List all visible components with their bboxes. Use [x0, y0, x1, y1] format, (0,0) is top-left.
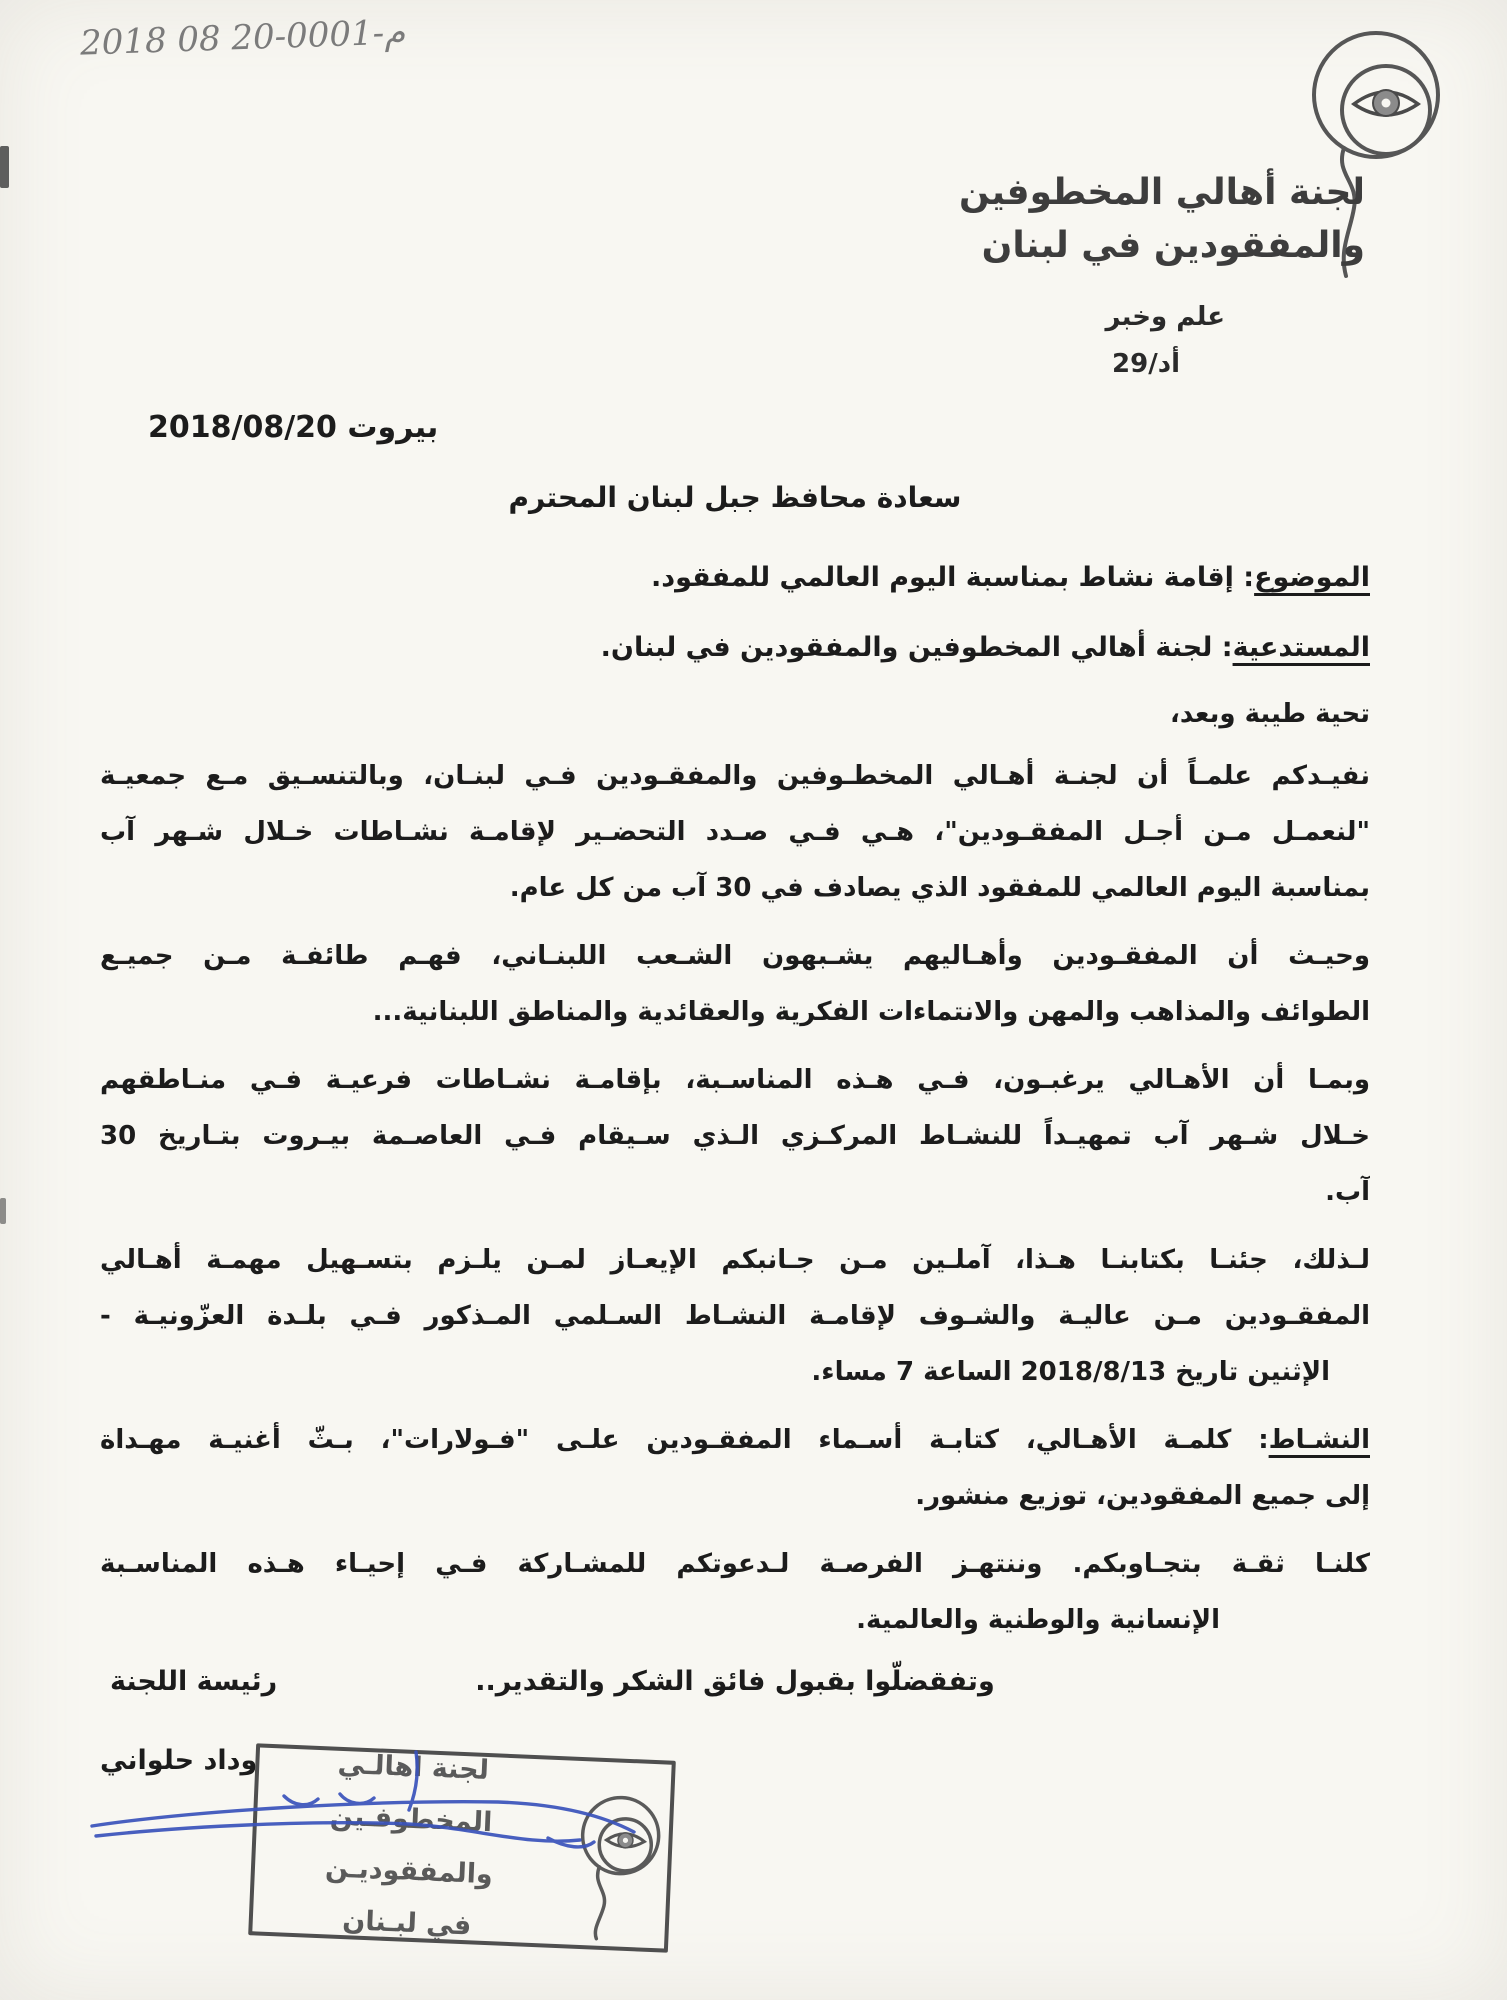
petitioner-text: لجنة أهالي المخطوفين والمفقودين في لبنان. [600, 632, 1213, 663]
subject-label: الموضوع [1254, 562, 1370, 593]
registration-annotation-line2: أد/29 [1112, 349, 1180, 379]
body-line: المفقـودين مـن عاليـة والشـوف لإقامـة النشـاط السـلمي المـذكور فـي بلـدة العزّونيـة - [100, 1301, 1370, 1331]
closing-courtesy: وتفقضلّوا بقبول فائق الشكر والتقدير.. [475, 1666, 995, 1697]
body-line: الطوائف والمذاهب والمهن والانتماءات الفكرية والعقائدية والمناطق اللبنانية... [372, 997, 1370, 1027]
handwritten-signature-ink [78, 1742, 658, 1872]
body-line: خـلال شـهر آب تمهيـداً للنشـاط المركـزي الـذي سـيقام فـي العاصـمة بيـروت بتـاريخ 30 [100, 1121, 1370, 1151]
body-line: لـذلك، جئنـا بكتابنـا هـذا، آملـين مـن جـانبكم الإيعـاز لمـن يلـزم بتسـهيل مهمـة أهـالي [100, 1245, 1370, 1275]
signatory-name: وداد حلواني [100, 1745, 258, 1776]
body-line: "لنعمـل مـن أجـل المفقـودين"، هـي فـي صـدد التحضـير لإقامـة نشـاطات خـلال شـهر آب [100, 817, 1370, 847]
closing-row [100, 1654, 1370, 1710]
paragraph-2 [100, 928, 1370, 1040]
subject-line [100, 554, 1370, 602]
body-line: الإنسانية والوطنية والعالمية. [856, 1605, 1220, 1635]
activity-text: كلمـة الأهـالي، كتابـة أسـماء المفقـودين علـى "فـولارات"، بـثّ أغنيـة مهـداة [100, 1425, 1232, 1455]
letter-body [100, 476, 1370, 1786]
organization-name-line1: لجنة أهالي المخطوفين [958, 172, 1365, 213]
subject-colon: : [1233, 562, 1255, 593]
body-line [100, 1412, 1370, 1468]
stamp-text-line1: لجنة اهالـي [337, 1748, 490, 1787]
organization-name [959, 166, 1365, 272]
stamp-text-line2: المخطوفـين والمفقوديـن [324, 1800, 494, 1891]
salutation: سعادة محافظ جبل لبنان المحترم [508, 481, 962, 514]
scan-edge-speck [0, 1198, 6, 1224]
paragraph-3 [100, 1052, 1370, 1220]
petitioner-colon: : [1212, 632, 1233, 663]
subject-text: إقامة نشاط بمناسبة اليوم العالمي للمفقود. [650, 562, 1234, 593]
paragraph-activity [100, 1412, 1370, 1524]
registration-annotation-line1: علم وخبر [1105, 302, 1225, 332]
handwritten-reference: 2018 08 20-0001-م [79, 12, 406, 64]
body-line: بمناسبة اليوم العالمي للمفقود الذي يصادف في 30 آب من كل عام. [509, 873, 1370, 903]
body-line: آب. [1325, 1177, 1370, 1207]
activity-colon: : [1231, 1425, 1269, 1455]
stamp-text-line3: في لبـنان [341, 1905, 472, 1942]
body-line: كلنـا ثقـة بتجـاوبكم. وننتهـز الفرصـة لـدعوتكم للمشـاركة فـي إحيـاء هـذه المناسـبة [100, 1549, 1370, 1579]
body-line: وحيـث أن المفقـودين وأهـاليهم يشـبهون الشـعب اللبنـاني، فهـم طائفـة مـن جميـع [100, 941, 1370, 971]
activity-label: النشـاط [1268, 1425, 1370, 1455]
paragraph-4 [100, 1232, 1370, 1400]
registration-annotation [1105, 294, 1225, 388]
body-line: إلى جميع المفقودين، توزيع منشور. [915, 1481, 1370, 1511]
body-line: نفيـدكم علمـاً أن لجنـة أهـالي المخطـوفين والمفقـودين فـي لبنـان، وبالتنسـيق مـع جمعيـة [100, 761, 1370, 791]
signatory-title: رئيسة اللجنة [110, 1666, 278, 1697]
paragraph-1 [100, 748, 1370, 916]
organization-name-line2: والمفقودين في لبنان [981, 225, 1365, 266]
body-line-event-date: الإثنين تاريخ 2018/8/13 الساعة 7 مساء. [811, 1357, 1330, 1387]
body-line: وبمـا أن الأهـالي يرغبـون، فـي هـذه المناسـبة، بإقامـة نشـاطات فرعيـة فـي منـاطقهم [100, 1065, 1370, 1095]
city-date-line: بيروت 2018/08/20 [148, 410, 439, 445]
petitioner-label: المستدعية [1232, 632, 1370, 663]
paragraph-6 [100, 1536, 1370, 1648]
petitioner-line [100, 624, 1370, 672]
greeting-line: تحية طيبة وبعد، [1170, 699, 1370, 729]
scan-edge-speck [0, 146, 9, 188]
